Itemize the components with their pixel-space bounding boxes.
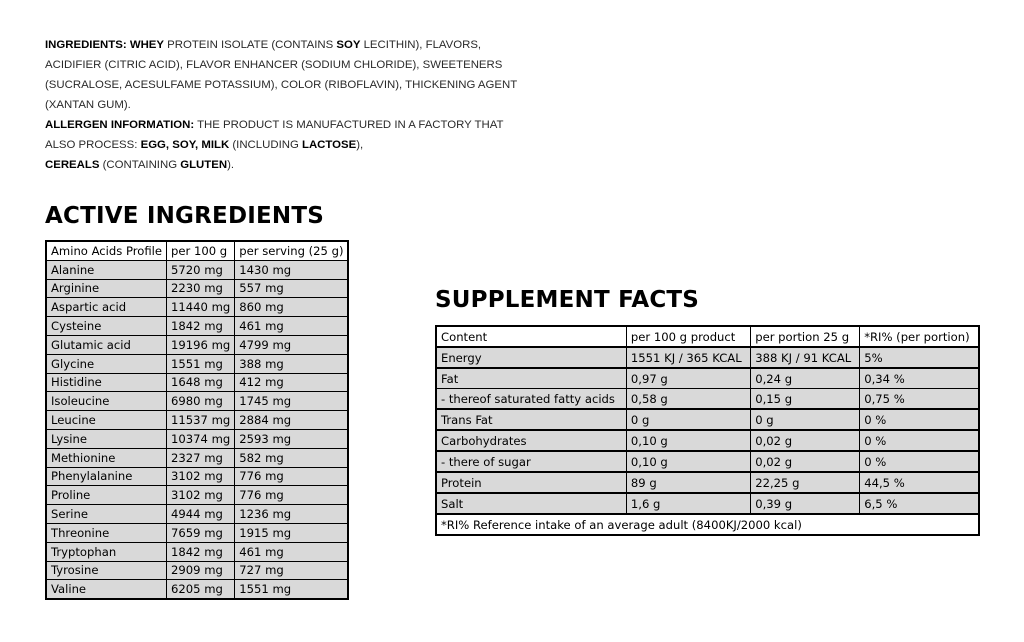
amino-acids-table bbox=[45, 240, 349, 600]
amino-row bbox=[46, 542, 348, 561]
nutrient-value-cell: 5% bbox=[860, 347, 979, 368]
nutrient-value-cell: 0,02 g bbox=[751, 430, 860, 451]
amino-row bbox=[46, 411, 348, 430]
ingredients-label: INGREDIENTS: bbox=[45, 39, 127, 51]
supplement-row bbox=[436, 493, 979, 514]
amino-header-cell: per serving (25 g) bbox=[235, 241, 349, 260]
supplement-facts-title: SUPPLEMENT FACTS bbox=[435, 287, 700, 313]
amino-name-cell: Tryptophan bbox=[46, 542, 167, 561]
supplement-row bbox=[436, 430, 979, 451]
amino-value-cell: 1842 mg bbox=[167, 317, 235, 336]
amino-table-header bbox=[46, 241, 348, 260]
allergens-bold: EGG, SOY, MILK bbox=[140, 139, 230, 151]
nutrient-value-cell: 0,34 % bbox=[860, 368, 979, 389]
nutrient-value-cell: 89 g bbox=[626, 472, 750, 493]
supplement-header-cell: per 100 g product bbox=[626, 326, 750, 347]
amino-value-cell: 3102 mg bbox=[167, 486, 235, 505]
amino-value-cell: 1745 mg bbox=[235, 392, 349, 411]
nutrient-value-cell: 0,15 g bbox=[751, 389, 860, 410]
supplement-footnote-row bbox=[436, 514, 979, 535]
amino-row bbox=[46, 580, 348, 599]
allergen-paragraph bbox=[45, 115, 525, 175]
amino-name-cell: Aspartic acid bbox=[46, 298, 167, 317]
nutrient-value-cell: 0 % bbox=[860, 430, 979, 451]
amino-row bbox=[46, 354, 348, 373]
ingredients-paragraph bbox=[45, 35, 525, 115]
supplement-header-cell: per portion 25 g bbox=[751, 326, 860, 347]
nutrient-name-cell: Protein bbox=[436, 472, 626, 493]
active-ingredients-title: ACTIVE INGREDIENTS bbox=[45, 203, 325, 229]
nutrient-name-cell: Trans Fat bbox=[436, 409, 626, 430]
amino-header-cell: per 100 g bbox=[167, 241, 235, 260]
amino-row bbox=[46, 429, 348, 448]
amino-name-cell: Phenylalanine bbox=[46, 467, 167, 486]
nutrient-name-cell: Carbohydrates bbox=[436, 430, 626, 451]
allergen-text-2: (INCLUDING bbox=[229, 139, 302, 151]
amino-value-cell: 6205 mg bbox=[167, 580, 235, 599]
amino-value-cell: 11440 mg bbox=[167, 298, 235, 317]
lactose-word: LACTOSE bbox=[301, 139, 357, 151]
ingredients-block bbox=[45, 35, 525, 175]
allergen-text: THE PRODUCT IS MANUFACTURED IN A FACTORY THAT ALSO PROCESS: bbox=[45, 119, 504, 151]
amino-value-cell: 5720 mg bbox=[167, 260, 235, 279]
amino-name-cell: Leucine bbox=[46, 411, 167, 430]
amino-value-cell: 1915 mg bbox=[235, 523, 349, 542]
whey-word: WHEY bbox=[129, 39, 164, 51]
amino-name-cell: Serine bbox=[46, 505, 167, 524]
amino-value-cell: 461 mg bbox=[235, 542, 349, 561]
amino-table-body bbox=[46, 260, 348, 599]
amino-value-cell: 776 mg bbox=[235, 486, 349, 505]
amino-name-cell: Isoleucine bbox=[46, 392, 167, 411]
amino-value-cell: 4799 mg bbox=[235, 335, 349, 354]
amino-row bbox=[46, 561, 348, 580]
allergen-label: ALLERGEN INFORMATION: bbox=[45, 119, 195, 131]
amino-name-cell: Lysine bbox=[46, 429, 167, 448]
amino-value-cell: 11537 mg bbox=[167, 411, 235, 430]
nutrient-name-cell: - thereof saturated fatty acids bbox=[436, 389, 626, 410]
nutrient-value-cell: 6,5 % bbox=[860, 493, 979, 514]
amino-name-cell: Threonine bbox=[46, 523, 167, 542]
amino-row bbox=[46, 486, 348, 505]
supplement-row bbox=[436, 472, 979, 493]
cereals-word: CEREALS bbox=[45, 159, 100, 171]
nutrient-value-cell: 0 % bbox=[860, 409, 979, 430]
amino-row bbox=[46, 279, 348, 298]
amino-name-cell: Histidine bbox=[46, 373, 167, 392]
nutrient-value-cell: 0 g bbox=[626, 409, 750, 430]
allergen-text-5: ). bbox=[227, 159, 235, 171]
amino-value-cell: 1551 mg bbox=[167, 354, 235, 373]
ingredients-text-1: PROTEIN ISOLATE (CONTAINS bbox=[164, 39, 337, 51]
nutrient-value-cell: 0,10 g bbox=[626, 430, 750, 451]
amino-value-cell: 1430 mg bbox=[235, 260, 349, 279]
nutrient-value-cell: 44,5 % bbox=[860, 472, 979, 493]
supplement-row bbox=[436, 368, 979, 389]
amino-value-cell: 2884 mg bbox=[235, 411, 349, 430]
nutrient-value-cell: 1,6 g bbox=[626, 493, 750, 514]
amino-value-cell: 4944 mg bbox=[167, 505, 235, 524]
amino-value-cell: 10374 mg bbox=[167, 429, 235, 448]
amino-value-cell: 2593 mg bbox=[235, 429, 349, 448]
nutrient-value-cell: 0,58 g bbox=[626, 389, 750, 410]
supplement-table-body bbox=[436, 347, 979, 535]
nutrient-value-cell: 0,39 g bbox=[751, 493, 860, 514]
nutrient-name-cell: - there of sugar bbox=[436, 451, 626, 472]
amino-name-cell: Cysteine bbox=[46, 317, 167, 336]
supplement-footnote: *RI% Reference intake of an average adult (8400KJ/2000 kcal) bbox=[436, 514, 979, 535]
nutrient-value-cell: 0,24 g bbox=[751, 368, 860, 389]
amino-row bbox=[46, 298, 348, 317]
supplement-table-header bbox=[436, 326, 979, 347]
nutrient-value-cell: 0,75 % bbox=[860, 389, 979, 410]
nutrient-name-cell: Energy bbox=[436, 347, 626, 368]
amino-row bbox=[46, 335, 348, 354]
supplement-header-cell: *RI% (per portion) bbox=[860, 326, 979, 347]
allergen-text-3: ), bbox=[356, 139, 364, 151]
nutrient-value-cell: 0 % bbox=[860, 451, 979, 472]
amino-header-cell: Amino Acids Profile bbox=[46, 241, 167, 260]
amino-value-cell: 3102 mg bbox=[167, 467, 235, 486]
supplement-row bbox=[436, 347, 979, 368]
nutrient-name-cell: Fat bbox=[436, 368, 626, 389]
amino-name-cell: Tyrosine bbox=[46, 561, 167, 580]
nutrient-value-cell: 0,10 g bbox=[626, 451, 750, 472]
amino-row bbox=[46, 392, 348, 411]
nutrient-value-cell: 22,25 g bbox=[751, 472, 860, 493]
amino-value-cell: 727 mg bbox=[235, 561, 349, 580]
amino-value-cell: 7659 mg bbox=[167, 523, 235, 542]
supplement-row bbox=[436, 389, 979, 410]
supplement-facts-table bbox=[435, 325, 980, 536]
amino-name-cell: Proline bbox=[46, 486, 167, 505]
amino-value-cell: 461 mg bbox=[235, 317, 349, 336]
nutrient-value-cell: 1551 KJ / 365 KCAL bbox=[626, 347, 750, 368]
supplement-header-cell: Content bbox=[436, 326, 626, 347]
amino-value-cell: 388 mg bbox=[235, 354, 349, 373]
amino-row bbox=[46, 317, 348, 336]
supplement-row bbox=[436, 451, 979, 472]
amino-row bbox=[46, 373, 348, 392]
nutrient-value-cell: 388 KJ / 91 KCAL bbox=[751, 347, 860, 368]
amino-row bbox=[46, 467, 348, 486]
amino-name-cell: Valine bbox=[46, 580, 167, 599]
nutrient-name-cell: Salt bbox=[436, 493, 626, 514]
amino-value-cell: 2230 mg bbox=[167, 279, 235, 298]
amino-value-cell: 2909 mg bbox=[167, 561, 235, 580]
amino-value-cell: 1551 mg bbox=[235, 580, 349, 599]
amino-value-cell: 1648 mg bbox=[167, 373, 235, 392]
amino-value-cell: 860 mg bbox=[235, 298, 349, 317]
nutrient-value-cell: 0 g bbox=[751, 409, 860, 430]
amino-value-cell: 19196 mg bbox=[167, 335, 235, 354]
amino-value-cell: 6980 mg bbox=[167, 392, 235, 411]
amino-row bbox=[46, 505, 348, 524]
allergen-text-4: (CONTAINING bbox=[99, 159, 181, 171]
amino-name-cell: Glycine bbox=[46, 354, 167, 373]
amino-row bbox=[46, 260, 348, 279]
amino-name-cell: Methionine bbox=[46, 448, 167, 467]
amino-name-cell: Glutamic acid bbox=[46, 335, 167, 354]
soy-word: SOY bbox=[336, 39, 361, 51]
amino-value-cell: 776 mg bbox=[235, 467, 349, 486]
gluten-word: GLUTEN bbox=[180, 159, 228, 171]
amino-row bbox=[46, 448, 348, 467]
nutrient-value-cell: 0,02 g bbox=[751, 451, 860, 472]
amino-name-cell: Arginine bbox=[46, 279, 167, 298]
amino-value-cell: 1236 mg bbox=[235, 505, 349, 524]
supplement-row bbox=[436, 409, 979, 430]
amino-name-cell: Alanine bbox=[46, 260, 167, 279]
amino-value-cell: 1842 mg bbox=[167, 542, 235, 561]
amino-value-cell: 582 mg bbox=[235, 448, 349, 467]
amino-value-cell: 2327 mg bbox=[167, 448, 235, 467]
amino-row bbox=[46, 523, 348, 542]
nutrient-value-cell: 0,97 g bbox=[626, 368, 750, 389]
ingredients-text-2: LECITHIN), FLAVORS, ACIDIFIER (CITRIC ACID), FLAVOR ENHANCER (SODIUM CHLORIDE), SWEETENERS (SUCRALOSE, ACESULFAME POTASSIUM), COLOR (RIBOFLAVIN), THICKENING AGENT (XANTAN GUM). bbox=[45, 39, 517, 111]
amino-value-cell: 412 mg bbox=[235, 373, 349, 392]
amino-value-cell: 557 mg bbox=[235, 279, 349, 298]
